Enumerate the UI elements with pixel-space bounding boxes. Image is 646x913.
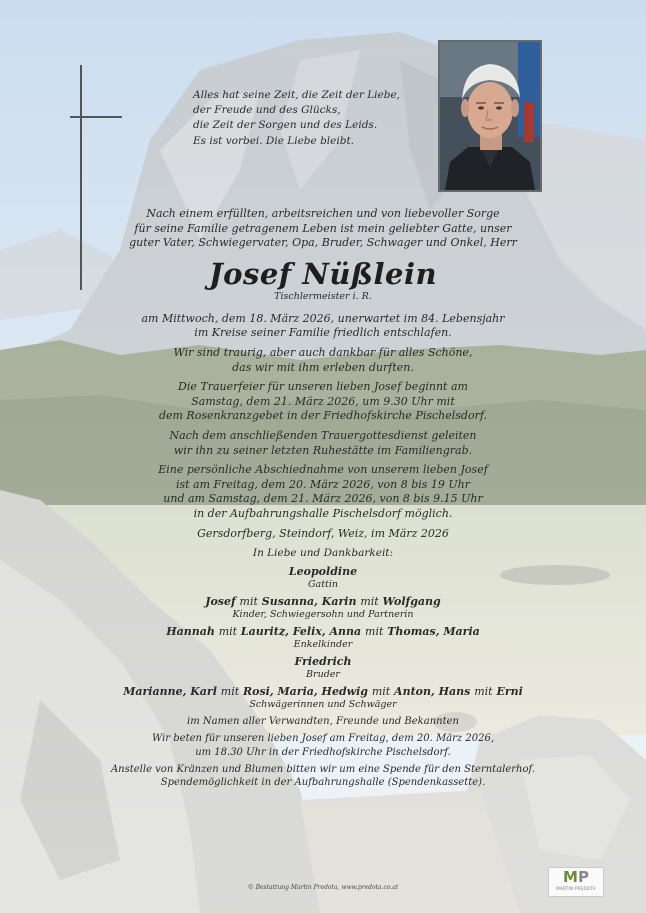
family-member: Wolfgang bbox=[382, 594, 441, 608]
family-group bbox=[40, 625, 606, 651]
prayer-note bbox=[40, 732, 606, 759]
mit-connector: mit bbox=[474, 684, 493, 698]
family-names bbox=[40, 655, 606, 669]
family-names bbox=[40, 685, 606, 699]
paragraph-line: Samstag, dem 21. März 2026, um 9.30 Uhr mit bbox=[191, 394, 455, 408]
paragraph-line: am Mittwoch, dem 18. März 2026, unerwartet im 84. Lebensjahr bbox=[141, 311, 505, 325]
intro-line: für seine Familie getragenem Leben ist mein geliebter Gatte, unser bbox=[134, 221, 512, 235]
note-line: Spendemöglichkeit in der Aufbahrungshalle (Spendenkassette). bbox=[160, 777, 486, 789]
paragraph-line: im Kreise seiner Familie friedlich entschlafen. bbox=[194, 326, 452, 340]
family-names bbox=[40, 625, 606, 639]
family-member: Lauritz, Felix, Anna bbox=[240, 624, 362, 638]
mit-connector: mit bbox=[365, 624, 384, 638]
portrait-photo bbox=[438, 40, 542, 192]
family-member: Erni bbox=[496, 684, 523, 698]
family-member: Hannah bbox=[166, 624, 215, 638]
paragraph-line: das wir mit ihm erleben durften. bbox=[232, 360, 414, 374]
family-member: Josef bbox=[205, 594, 236, 608]
family-member: Anton, Hans bbox=[394, 684, 471, 698]
deceased-name: Josef Nüßlein bbox=[208, 256, 438, 291]
paragraph-line: in der Aufbahrungshalle Pischelsdorf möglich. bbox=[193, 506, 453, 520]
note-line: Anstelle von Kränzen und Blumen bitten wir um eine Spende für den Sterntalerhof. bbox=[110, 763, 536, 775]
family-member: Rosi, Maria, Hedwig bbox=[242, 684, 368, 698]
on-behalf-note bbox=[40, 715, 606, 728]
portrait-image bbox=[440, 42, 540, 190]
deceased-profession: Tischlermeister i. R. bbox=[274, 290, 372, 302]
mit-connector: mit bbox=[218, 624, 238, 638]
logo-letter-p: P bbox=[577, 868, 589, 886]
logo-text: MARTIN PREDOTA bbox=[556, 886, 596, 891]
paragraph-burial bbox=[40, 429, 606, 458]
place-date: Gersdorfberg, Steindorf, Weiz, im März 2026 bbox=[197, 526, 449, 540]
family-member: Thomas, Maria bbox=[387, 624, 480, 638]
family-member: Susanna, Karin bbox=[261, 594, 357, 608]
paragraph-line: Nach dem anschließenden Trauergottesdienst geleiten bbox=[169, 428, 477, 442]
family-role: Bruder bbox=[306, 668, 340, 680]
mit-connector: mit bbox=[220, 684, 240, 698]
poem-line: die Zeit der Sorgen und des Leids. bbox=[193, 119, 378, 132]
poem-line: Es ist vorbei. Die Liebe bleibt. bbox=[193, 134, 355, 147]
poem bbox=[193, 88, 433, 149]
note-line: Wir beten für unseren lieben Josef am Freitag, dem 20. März 2026, bbox=[151, 733, 494, 745]
paragraph-line: ist am Freitag, dem 20. März 2026, von 8 bis 19 Uhr bbox=[175, 477, 471, 491]
family-role: Kinder, Schwiegersohn und Partnerin bbox=[232, 608, 414, 620]
family-member: Leopoldine bbox=[288, 564, 358, 578]
paragraph-farewell bbox=[40, 463, 606, 521]
paragraph-line: Die Trauerfeier für unseren lieben Josef beginnt am bbox=[178, 380, 468, 394]
poem-line: der Freude und des Glücks, bbox=[193, 104, 341, 117]
paragraph-line: Wir sind traurig, aber auch dankbar für alles Schöne, bbox=[173, 345, 473, 359]
family-role: Enkelkinder bbox=[293, 638, 353, 650]
in-love-heading: In Liebe und Dankbarkeit: bbox=[252, 547, 394, 560]
paragraph-gratitude bbox=[40, 346, 606, 375]
family-group bbox=[40, 565, 606, 591]
family-group bbox=[40, 655, 606, 681]
mit-connector: mit bbox=[371, 684, 391, 698]
family-member: Marianne, Karl bbox=[123, 684, 217, 698]
family-role: Schwägerinnen und Schwäger bbox=[249, 698, 397, 710]
note-line: im Namen aller Verwandten, Freunde und Bekannten bbox=[187, 715, 459, 727]
family-names bbox=[40, 565, 606, 579]
paragraph-death bbox=[40, 312, 606, 341]
logo-letter-m: M bbox=[563, 868, 578, 886]
intro-line: Nach einem erfüllten, arbeitsreichen und von liebevoller Sorge bbox=[146, 207, 500, 220]
family-member: Friedrich bbox=[294, 654, 352, 668]
intro-text bbox=[40, 207, 606, 251]
donation-note bbox=[40, 763, 606, 790]
logo-mark bbox=[549, 868, 603, 886]
footer-credit: © Bestattung Martin Predota, www.predota.co.at bbox=[247, 884, 399, 891]
obituary-text bbox=[40, 207, 606, 794]
paragraph-line: Eine persönliche Abschiednahme von unserem lieben Josef bbox=[158, 463, 488, 477]
funeral-home-logo bbox=[548, 867, 604, 897]
family-group bbox=[40, 595, 606, 621]
mit-connector: mit bbox=[239, 594, 258, 608]
family-role: Gattin bbox=[307, 578, 339, 590]
family-group bbox=[40, 685, 606, 711]
paragraph-line: dem Rosenkranzgebet in der Friedhofskirche Pischelsdorf. bbox=[158, 409, 488, 423]
family-names bbox=[40, 595, 606, 609]
mit-connector: mit bbox=[360, 594, 379, 608]
paragraph-line: wir ihn zu seiner letzten Ruhestätte im Familiengrab. bbox=[173, 443, 473, 457]
intro-line: guter Vater, Schwiegervater, Opa, Bruder, Schwager und Onkel, Herr bbox=[129, 236, 517, 250]
paragraph-line: und am Samstag, dem 21. März 2026, von 8 bis 9.15 Uhr bbox=[163, 492, 483, 506]
paragraph-ceremony bbox=[40, 380, 606, 424]
poem-line: Alles hat seine Zeit, die Zeit der Liebe, bbox=[193, 89, 401, 101]
note-line: um 18.30 Uhr in der Friedhofskirche Pischelsdorf. bbox=[195, 746, 451, 758]
